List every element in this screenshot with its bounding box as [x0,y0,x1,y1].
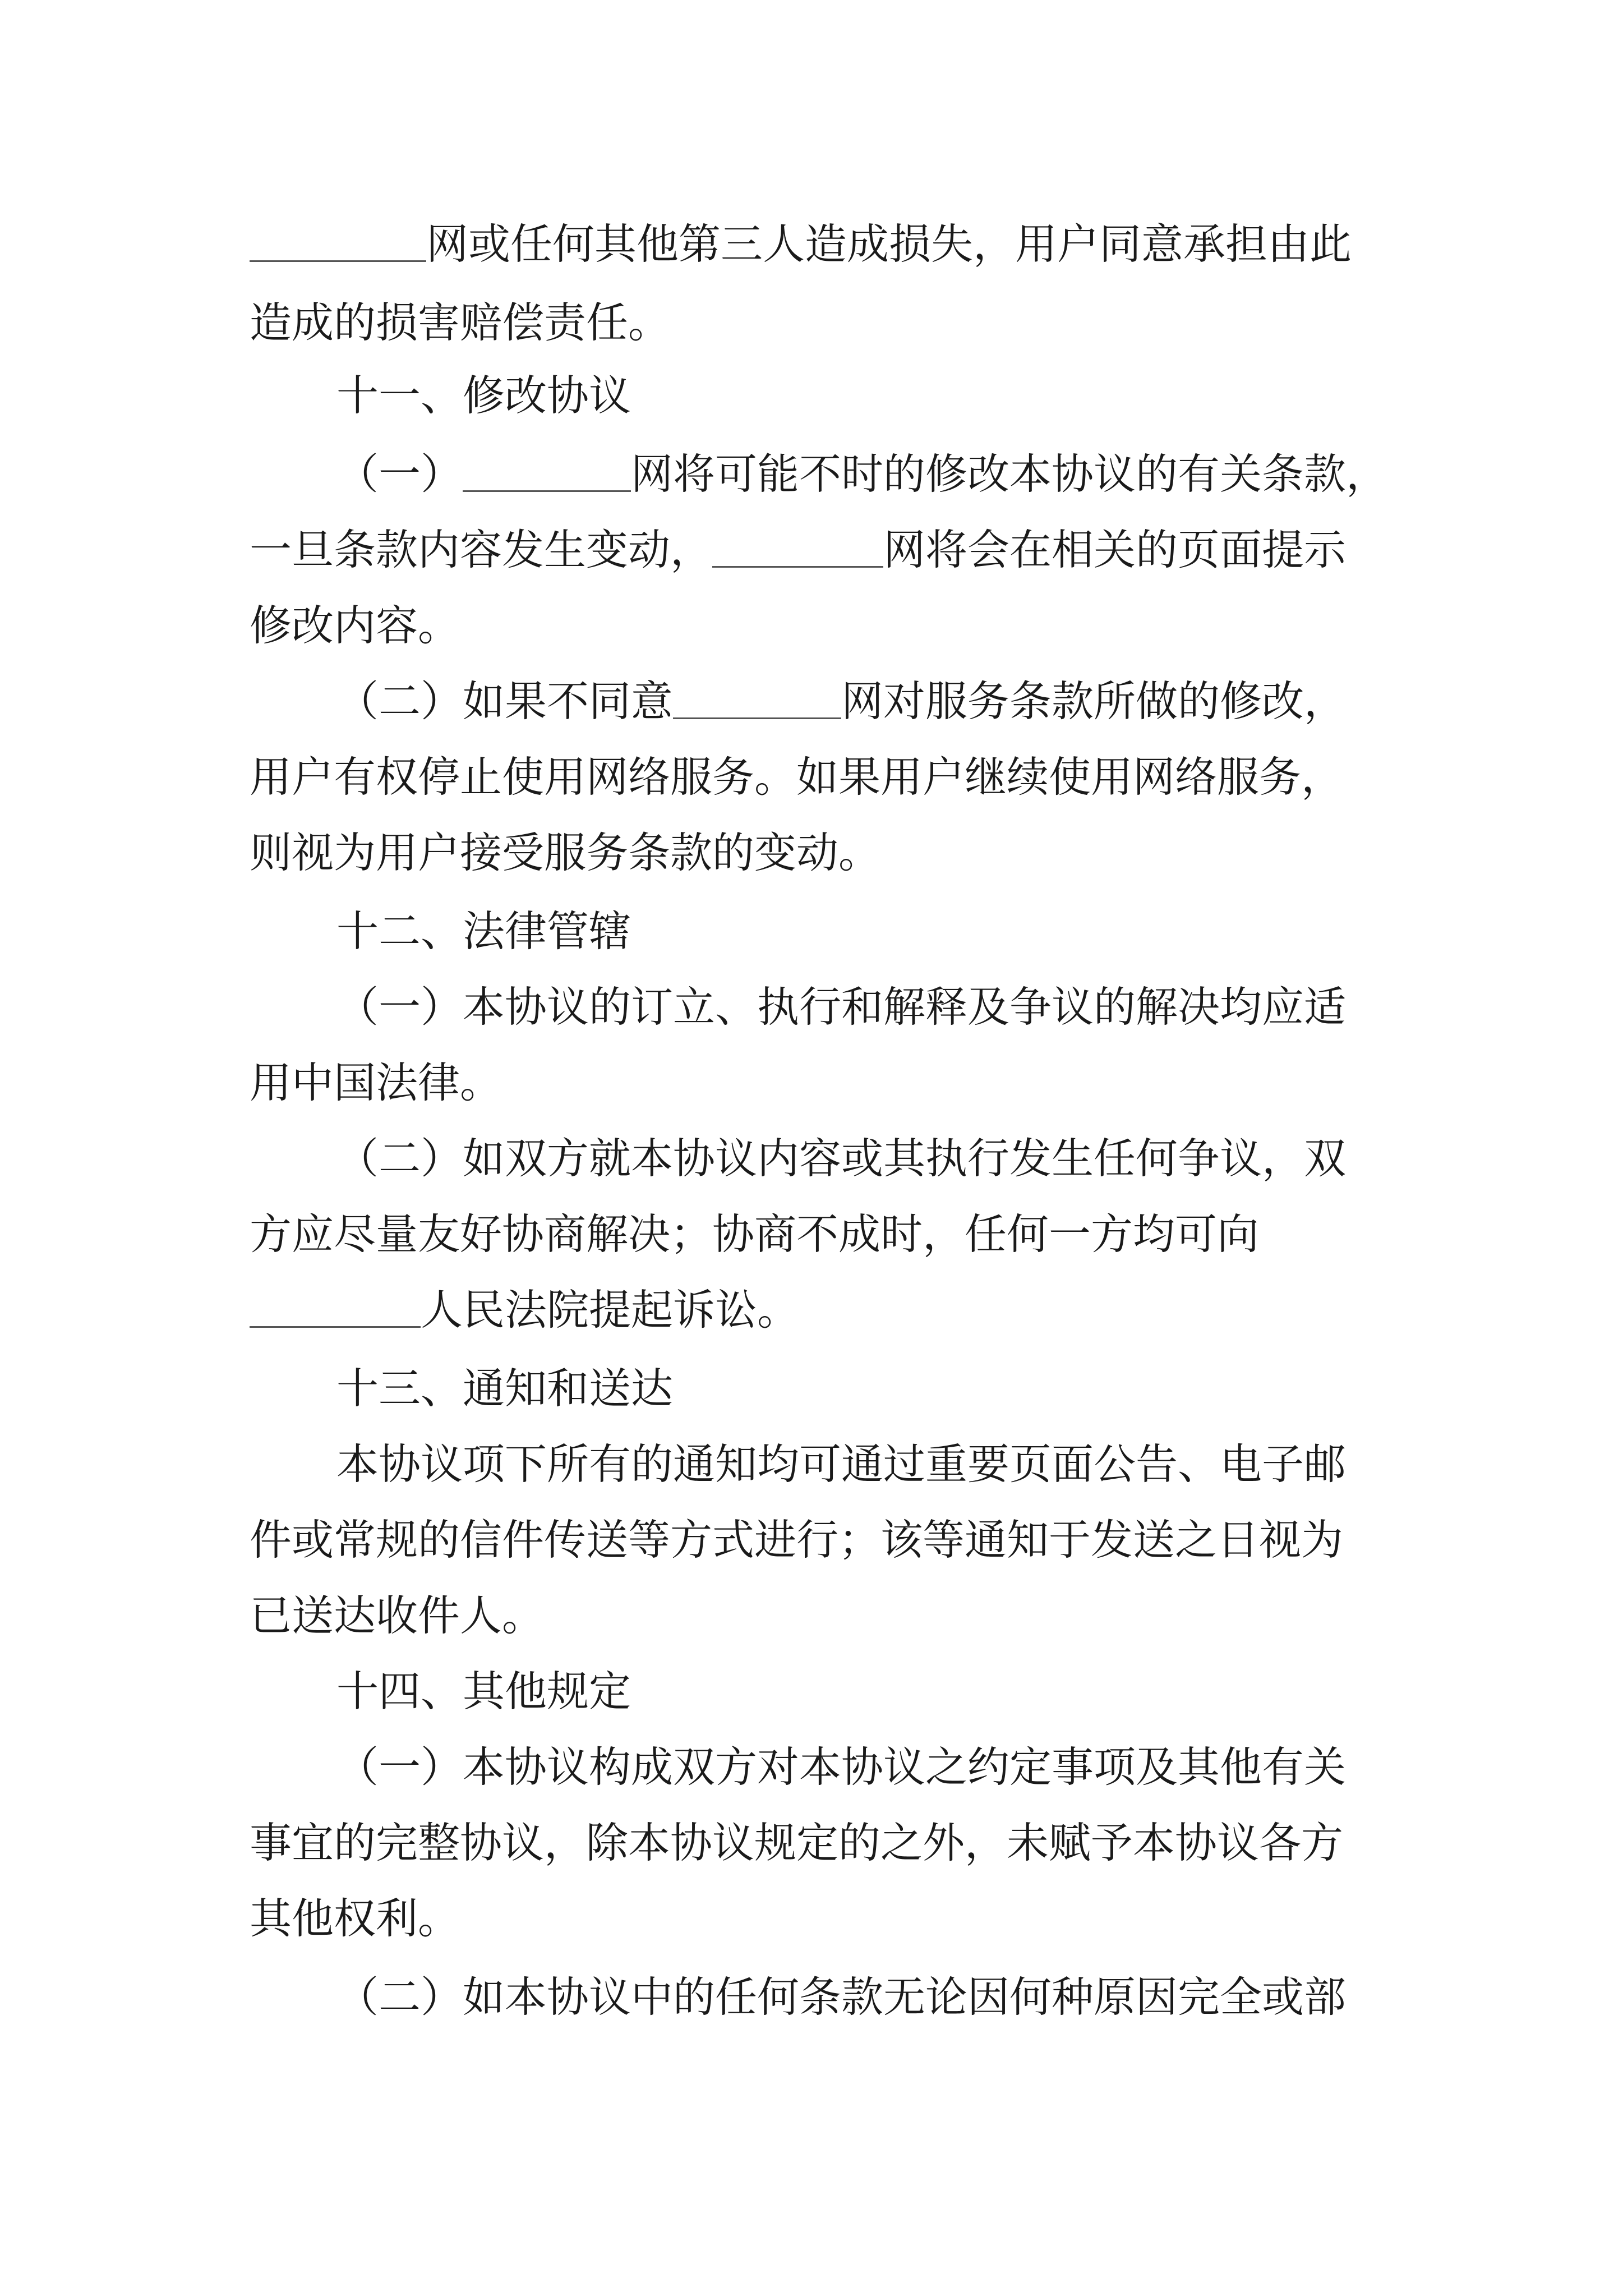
text-segment: 其他权利。 [250,1894,460,1943]
text-line [250,1512,1343,1568]
section-heading [336,1663,631,1719]
text-segment: 用户有权停止使用网络服务。如果用户继续使用网络服务， [250,752,1344,802]
text-segment: 一旦条款内容发生变动， [250,525,713,574]
text-line [250,295,670,351]
text-line [250,1282,799,1338]
text-segment: （二）如本协议中的任何条款无论因何种原因完全或部 [336,1972,1347,2022]
text-line [336,446,1388,502]
text-segment: 网对服务条款所做的修改， [841,677,1347,726]
text-segment: 修改内容。 [250,601,460,650]
text-line [250,216,1352,272]
text-line [250,1890,460,1947]
text-segment: 网将会在相关的页面提示 [883,525,1347,574]
text-segment: （一）本协议构成双方对本协议之约定事项及其他有关 [336,1742,1347,1792]
section-heading [336,367,631,424]
text-segment: （一）本协议的订立、执行和解释及争议的解决均应适 [336,982,1347,1032]
text-line [250,1815,1343,1871]
text-line [336,1436,1346,1492]
section-heading-text: 十二、法律管辖 [336,907,631,956]
text-line [250,522,1346,578]
text-line [250,1588,544,1644]
text-line [250,597,460,654]
fill-in-blank [250,1272,421,1328]
text-segment: 造成的损害赔偿责任。 [250,298,671,347]
text-line [336,979,1346,1035]
text-line [336,673,1346,729]
text-segment: 人民法院提起诉讼。 [421,1285,800,1335]
text-segment: 用中国法律。 [250,1058,502,1107]
text-line [336,1969,1346,2025]
text-segment: （二）如双方就本协议内容或其执行发生任何争议，双 [336,1134,1347,1183]
section-heading-text: 十一、修改协议 [336,371,631,420]
text-segment: （一） [336,449,463,499]
text-line [250,749,1343,805]
text-line [250,1206,1259,1262]
section-heading-text: 十四、其他规定 [336,1667,631,1716]
text-segment: 方应尽量友好协商解决；协商不成时，任何一方均可向 [250,1209,1260,1259]
text-segment: 本协议项下所有的通知均可通过重要页面公告、电子邮 [336,1439,1347,1489]
section-heading [336,1360,673,1416]
text-line [336,1130,1346,1186]
text-segment: 已送达收件人。 [250,1591,545,1640]
text-line [250,825,880,881]
fill-in-blank [463,436,631,492]
text-line [250,1055,502,1111]
text-segment: （二）如果不同意 [336,677,674,726]
section-heading [336,903,631,959]
text-segment: 事宜的完整协议，除本协议规定的之外，未赋予本协议各方 [250,1818,1344,1867]
text-segment: 网或任何其他第三人造成损失，用户同意承担由此 [426,219,1352,269]
fill-in-blank [673,663,841,719]
section-heading-text: 十三、通知和送达 [336,1364,674,1413]
text-line [336,1739,1346,1795]
fill-in-blank [712,512,883,568]
fill-in-blank [250,206,426,262]
text-segment: 网将可能不时的修改本协议的有关条款， [631,449,1389,499]
text-segment: 则视为用户接受服务条款的变动。 [250,828,881,877]
text-segment: 件或常规的信件传送等方式进行；该等通知于发送之日视为 [250,1515,1344,1565]
